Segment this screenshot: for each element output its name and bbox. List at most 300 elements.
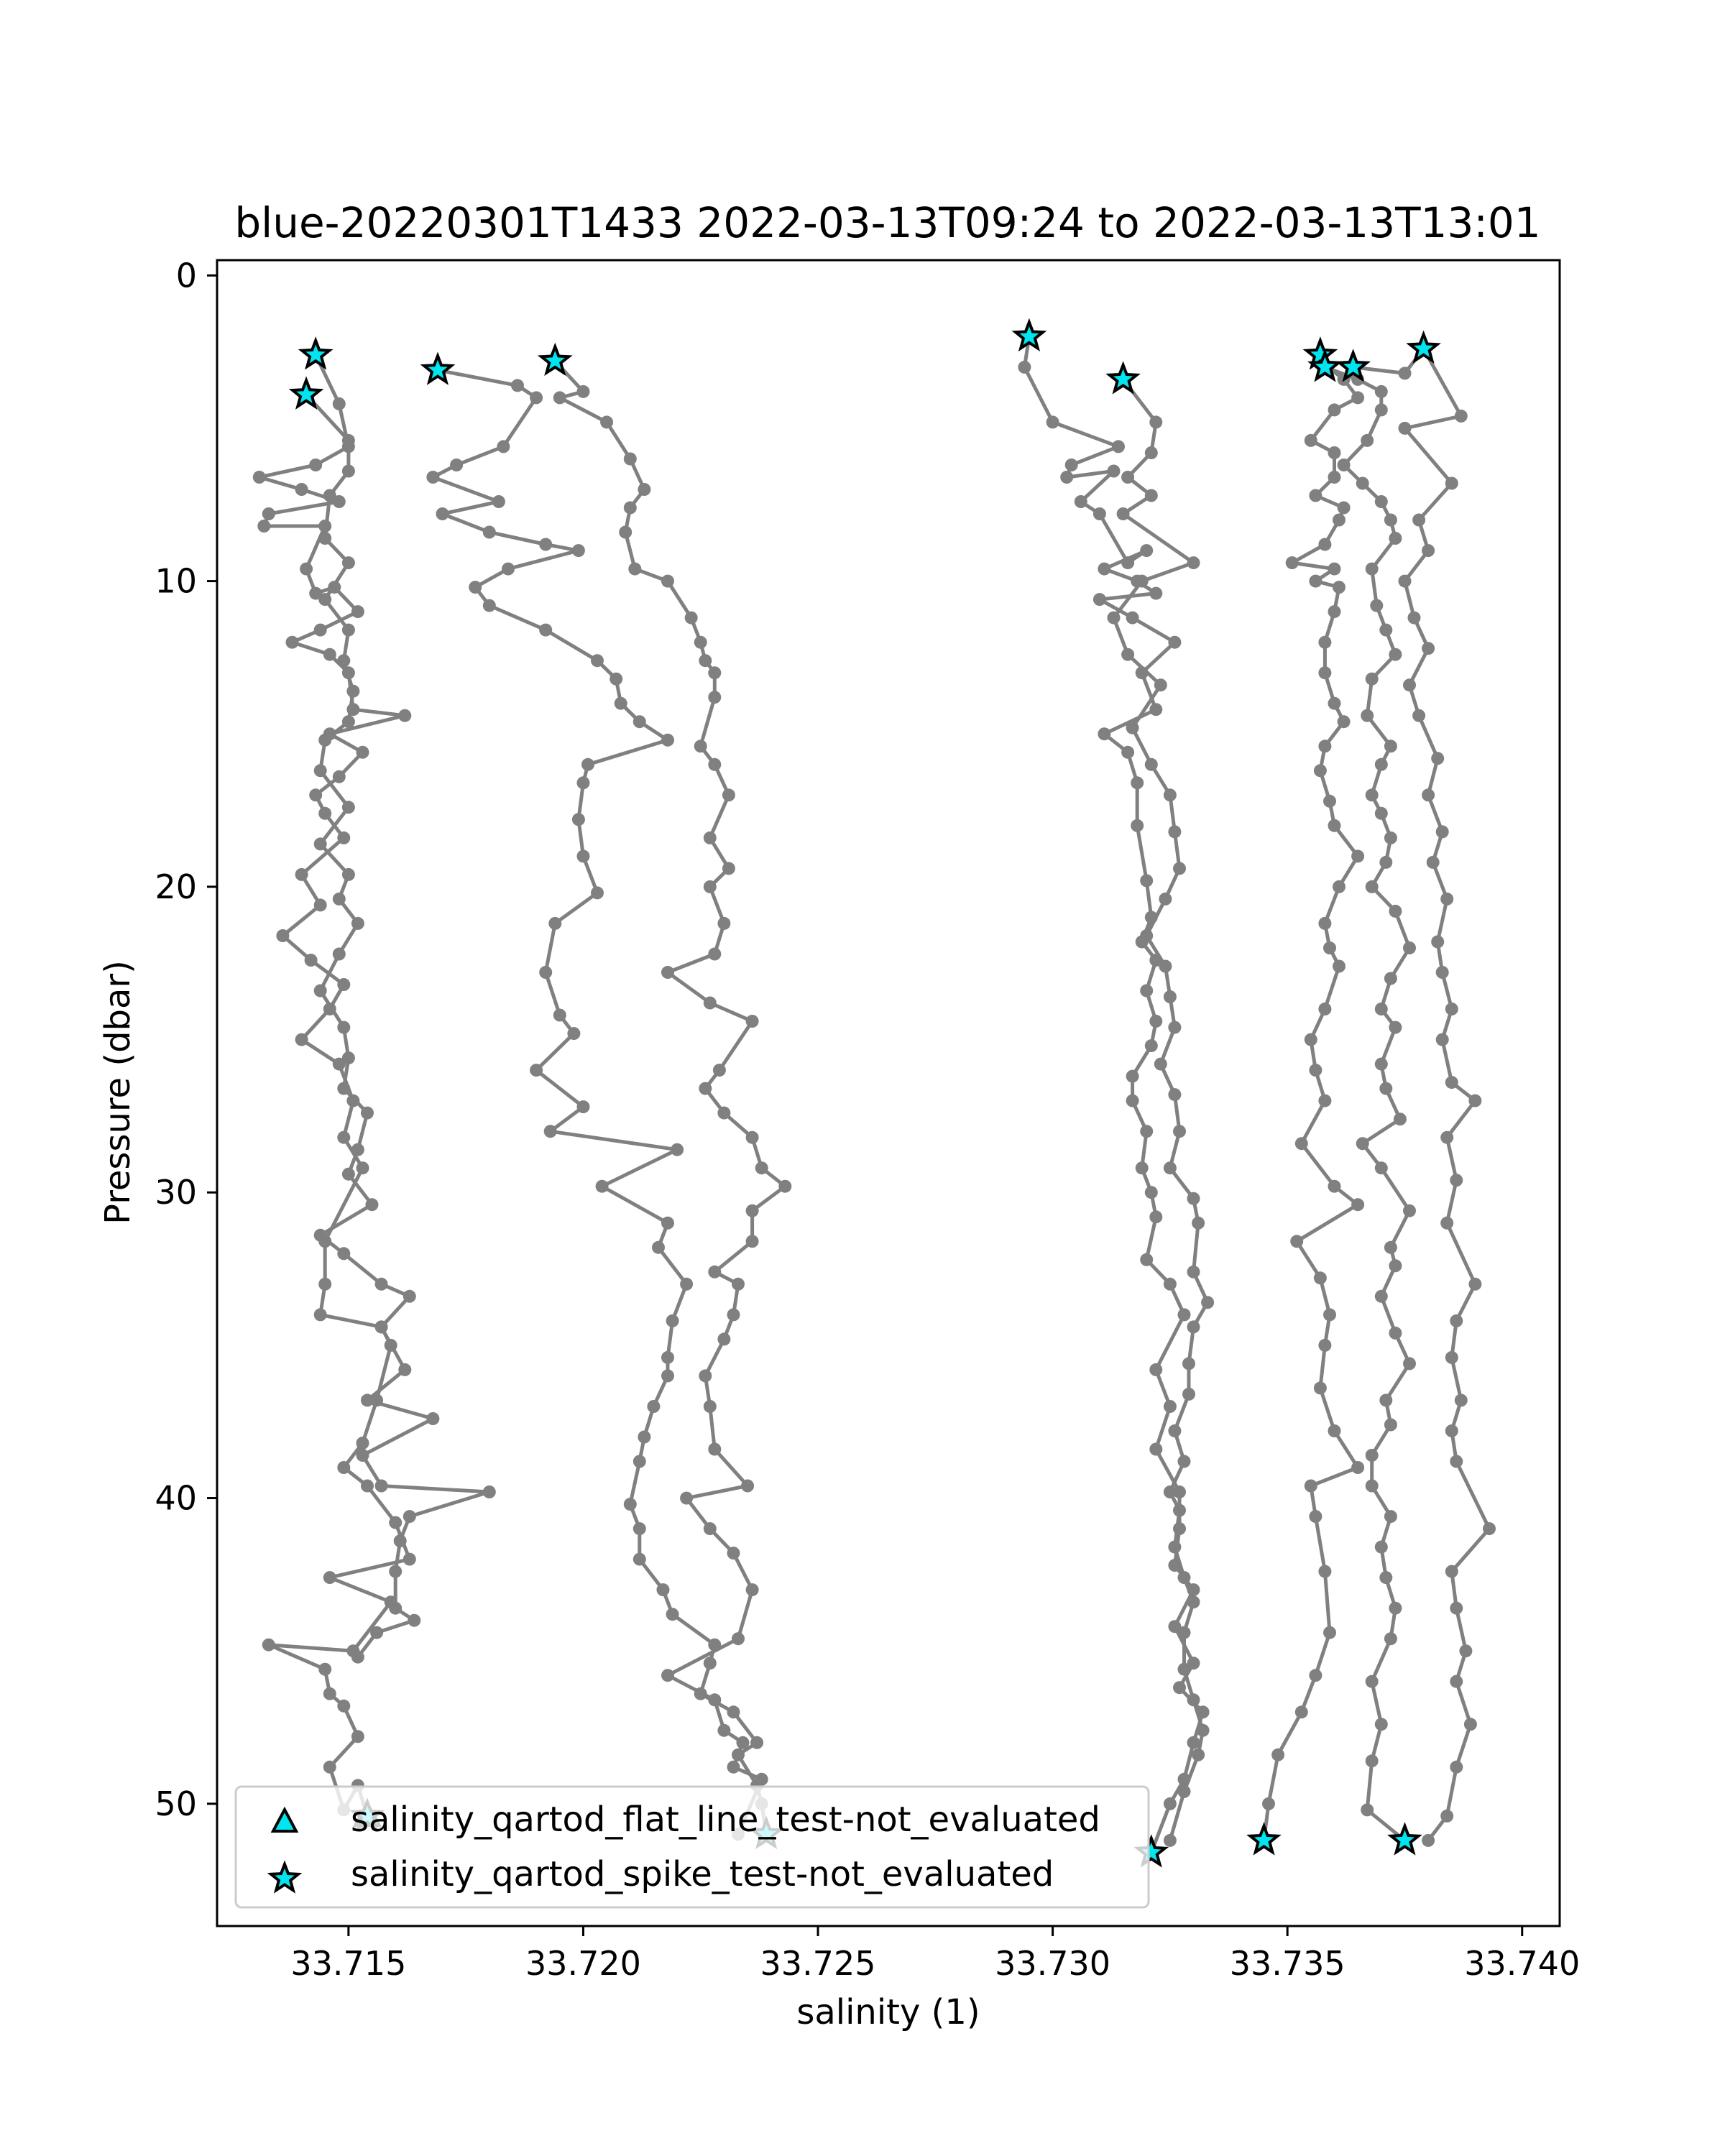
data-point xyxy=(708,1443,721,1456)
data-point xyxy=(577,849,590,862)
data-point xyxy=(333,397,346,410)
data-point xyxy=(1403,1357,1416,1370)
data-point xyxy=(1108,612,1121,625)
data-point xyxy=(591,654,604,667)
data-point xyxy=(553,391,566,404)
data-point xyxy=(1149,1210,1162,1223)
data-point xyxy=(1149,703,1162,716)
legend-label-spike: salinity_qartod_spike_test-not_evaluated xyxy=(351,1854,1054,1894)
data-point xyxy=(624,1498,637,1511)
data-point xyxy=(1318,1565,1331,1578)
data-point xyxy=(342,1051,355,1064)
data-point xyxy=(342,801,355,814)
data-point xyxy=(450,459,463,471)
data-point xyxy=(1440,1810,1453,1823)
data-point xyxy=(530,391,543,404)
data-point xyxy=(1131,819,1144,832)
data-point xyxy=(1389,532,1402,545)
data-point xyxy=(1440,893,1453,906)
data-point xyxy=(666,1608,679,1621)
data-point xyxy=(1093,593,1106,606)
data-point xyxy=(633,1455,646,1468)
data-point xyxy=(615,697,627,710)
data-point xyxy=(1121,471,1134,484)
data-point xyxy=(1149,587,1162,600)
data-point xyxy=(337,654,350,667)
data-point xyxy=(398,709,411,722)
data-point xyxy=(1450,1602,1463,1615)
data-point xyxy=(1121,746,1134,759)
data-point xyxy=(1375,1003,1388,1015)
data-point xyxy=(1192,1749,1205,1761)
data-point xyxy=(1422,1834,1435,1847)
x-tick-label: 33.720 xyxy=(525,1944,641,1983)
data-point xyxy=(610,673,622,686)
data-point xyxy=(1389,905,1402,918)
data-point xyxy=(1361,434,1374,447)
data-point xyxy=(727,1761,740,1774)
data-point xyxy=(1173,862,1186,875)
data-point xyxy=(652,1241,665,1254)
data-point xyxy=(483,526,496,539)
data-point xyxy=(1126,1095,1139,1107)
data-point xyxy=(342,465,355,478)
data-point xyxy=(661,734,674,747)
data-point xyxy=(366,1198,379,1211)
data-point xyxy=(732,1278,745,1291)
data-point xyxy=(1412,514,1425,527)
data-point xyxy=(1126,1070,1139,1083)
data-point xyxy=(1436,966,1449,979)
data-point xyxy=(1309,1510,1322,1523)
data-point xyxy=(647,1400,660,1413)
data-point xyxy=(661,1217,674,1230)
data-point xyxy=(1379,1571,1392,1584)
data-point xyxy=(567,1027,580,1040)
data-point xyxy=(717,1332,730,1345)
data-point xyxy=(1136,575,1149,588)
x-tick-label: 33.730 xyxy=(995,1944,1111,1983)
data-point xyxy=(1309,575,1322,588)
data-point xyxy=(1178,1663,1191,1676)
data-point xyxy=(708,1266,721,1279)
data-point xyxy=(1093,507,1106,520)
data-point xyxy=(1450,1314,1463,1327)
data-point xyxy=(337,1021,350,1034)
data-point xyxy=(1375,1541,1388,1554)
data-point xyxy=(1140,929,1153,942)
x-tick-label: 33.735 xyxy=(1229,1944,1346,1983)
data-point xyxy=(351,605,364,618)
data-point xyxy=(262,507,275,520)
data-point xyxy=(1445,477,1458,490)
data-point xyxy=(1178,1308,1191,1321)
data-point xyxy=(699,1082,712,1095)
data-point xyxy=(1173,1125,1186,1138)
data-point xyxy=(1422,788,1435,801)
data-point xyxy=(318,807,331,820)
data-point xyxy=(1366,563,1379,576)
data-point xyxy=(778,1180,791,1193)
y-tick-label: 20 xyxy=(155,867,197,906)
data-point xyxy=(1318,636,1331,649)
data-point xyxy=(1403,941,1416,954)
data-point xyxy=(1187,1266,1200,1279)
data-point xyxy=(356,1161,369,1174)
data-point xyxy=(1098,727,1110,740)
data-point xyxy=(1140,1253,1153,1266)
data-point xyxy=(704,1657,717,1669)
data-point xyxy=(1338,459,1351,471)
data-point xyxy=(1145,758,1158,771)
data-point xyxy=(727,1308,740,1321)
data-point xyxy=(1328,1424,1341,1437)
data-point xyxy=(1140,874,1153,887)
data-point xyxy=(1403,678,1416,691)
data-point xyxy=(671,1143,684,1156)
data-point xyxy=(1394,1112,1407,1125)
data-point xyxy=(1328,446,1341,459)
data-point xyxy=(1328,403,1341,416)
data-point xyxy=(337,1700,350,1713)
data-point xyxy=(1361,709,1374,722)
data-point xyxy=(1182,1357,1195,1370)
data-point xyxy=(1379,624,1392,637)
data-point xyxy=(548,917,561,930)
data-point xyxy=(1168,825,1181,838)
data-point xyxy=(1112,440,1125,453)
data-point xyxy=(713,1064,726,1077)
data-point xyxy=(1309,489,1322,502)
data-point xyxy=(370,1626,383,1639)
data-point xyxy=(657,1583,670,1596)
data-point xyxy=(530,1064,543,1077)
data-point xyxy=(1351,1461,1364,1474)
data-point xyxy=(426,1412,439,1425)
data-point xyxy=(375,1278,388,1291)
data-point xyxy=(539,624,552,637)
data-point xyxy=(1468,1095,1481,1107)
data-point xyxy=(1318,1095,1331,1107)
legend xyxy=(236,1787,1149,1907)
data-point xyxy=(1408,612,1421,625)
data-point xyxy=(318,1278,331,1291)
data-point xyxy=(323,1687,336,1700)
data-point xyxy=(361,1393,374,1406)
data-point xyxy=(600,415,613,428)
data-point xyxy=(572,544,585,557)
data-point xyxy=(1136,1161,1149,1174)
data-point xyxy=(342,1168,355,1181)
data-point xyxy=(1164,1278,1177,1291)
data-point xyxy=(389,1516,402,1529)
data-point xyxy=(577,776,590,789)
data-point xyxy=(1366,1449,1379,1462)
data-point xyxy=(1126,612,1139,625)
data-point xyxy=(1309,1669,1322,1682)
data-point xyxy=(314,624,327,637)
data-point xyxy=(1384,740,1397,752)
data-point xyxy=(1384,1241,1397,1254)
data-point xyxy=(628,563,641,576)
data-point xyxy=(1431,752,1444,765)
data-point xyxy=(314,1229,327,1242)
data-point xyxy=(318,593,331,606)
data-point xyxy=(1333,581,1346,594)
data-point xyxy=(1328,471,1341,484)
data-point xyxy=(1149,1443,1162,1456)
data-point xyxy=(1178,1571,1191,1584)
data-point xyxy=(351,1730,364,1743)
data-point xyxy=(704,1522,717,1535)
data-point xyxy=(1164,1797,1177,1810)
data-point xyxy=(704,831,717,844)
data-point xyxy=(1422,544,1435,557)
data-point xyxy=(1328,605,1341,618)
data-point xyxy=(737,1736,750,1749)
data-point xyxy=(318,532,331,545)
data-point xyxy=(572,813,585,826)
data-point xyxy=(1154,678,1167,691)
data-point xyxy=(342,556,355,569)
data-point xyxy=(1356,477,1369,490)
data-point xyxy=(704,997,717,1010)
data-point xyxy=(323,1761,336,1774)
data-point xyxy=(1154,1058,1167,1071)
data-point xyxy=(1366,788,1379,801)
data-point xyxy=(1338,502,1351,515)
data-point xyxy=(323,648,336,661)
data-point xyxy=(633,715,646,728)
data-point xyxy=(1164,1834,1177,1847)
data-point xyxy=(1403,1204,1416,1217)
data-point xyxy=(492,495,505,508)
data-point xyxy=(694,740,707,752)
data-point xyxy=(1140,544,1153,557)
data-point xyxy=(1065,459,1078,471)
data-point xyxy=(1164,1161,1177,1174)
data-point xyxy=(1399,422,1412,435)
data-point xyxy=(351,1651,364,1664)
data-point xyxy=(1436,1033,1449,1046)
data-point xyxy=(1375,1718,1388,1731)
data-point xyxy=(1314,1381,1327,1394)
data-point xyxy=(403,1553,416,1566)
data-point xyxy=(408,1614,420,1627)
data-point xyxy=(375,1480,388,1493)
data-point xyxy=(337,1461,350,1474)
data-point xyxy=(318,734,331,747)
data-point xyxy=(1379,856,1392,869)
data-point xyxy=(356,1437,369,1450)
data-point xyxy=(1318,917,1331,930)
data-point xyxy=(539,538,552,551)
data-point xyxy=(1351,391,1364,404)
data-point xyxy=(1192,1217,1205,1230)
data-point xyxy=(1399,367,1412,379)
data-point xyxy=(1468,1278,1481,1291)
data-point xyxy=(717,917,730,930)
data-point xyxy=(1164,990,1177,1003)
data-point xyxy=(1464,1718,1477,1731)
data-point xyxy=(746,1131,759,1144)
data-point xyxy=(1149,1015,1162,1028)
data-point xyxy=(1328,697,1341,710)
data-point xyxy=(337,1082,350,1095)
data-point xyxy=(1440,1131,1453,1144)
data-point xyxy=(638,1431,650,1444)
data-point xyxy=(727,1705,740,1718)
data-point xyxy=(1318,1339,1331,1352)
data-point xyxy=(1309,1064,1322,1077)
data-point xyxy=(333,893,346,906)
data-point xyxy=(1384,514,1397,527)
data-point xyxy=(351,1143,364,1156)
data-point xyxy=(746,1235,759,1248)
data-point xyxy=(1450,1174,1463,1187)
data-point xyxy=(502,563,515,576)
data-point xyxy=(1145,1039,1158,1052)
data-point xyxy=(1018,361,1031,374)
data-point xyxy=(1389,1602,1402,1615)
data-point xyxy=(1351,849,1364,862)
data-point xyxy=(1262,1797,1275,1810)
data-point xyxy=(619,526,632,539)
data-point xyxy=(544,1125,557,1138)
data-point xyxy=(1318,538,1331,551)
data-point xyxy=(295,868,308,881)
data-point xyxy=(708,1693,721,1706)
data-point xyxy=(262,1639,275,1651)
data-point xyxy=(1384,1510,1397,1523)
data-point xyxy=(1351,1198,1364,1211)
data-point xyxy=(286,636,299,649)
data-point xyxy=(1098,563,1110,576)
data-point xyxy=(1295,1137,1308,1150)
data-point xyxy=(314,985,327,998)
data-point xyxy=(755,1161,768,1174)
data-point xyxy=(346,685,359,698)
data-point xyxy=(1305,1033,1317,1046)
data-point xyxy=(314,1308,327,1321)
data-point xyxy=(389,1602,402,1615)
data-point xyxy=(1445,1424,1458,1437)
data-point xyxy=(1201,1296,1214,1309)
data-point xyxy=(1108,465,1121,478)
data-point xyxy=(1164,788,1177,801)
data-point xyxy=(699,654,712,667)
data-point xyxy=(680,1492,693,1505)
data-point xyxy=(750,1736,763,1749)
data-point xyxy=(1145,1186,1158,1199)
data-point xyxy=(1455,1393,1468,1406)
data-point xyxy=(1121,648,1134,661)
data-point xyxy=(577,385,590,398)
data-point xyxy=(497,440,510,453)
data-point xyxy=(323,489,336,502)
data-point xyxy=(755,1773,768,1786)
data-point xyxy=(1370,599,1383,612)
data-point xyxy=(694,636,707,649)
data-point xyxy=(314,898,327,911)
data-point xyxy=(1126,722,1139,734)
data-point xyxy=(708,758,721,771)
data-point xyxy=(1375,495,1388,508)
legend-label-flat-line: salinity_qartod_flat_line_test-not_evaluated xyxy=(351,1800,1100,1840)
data-point xyxy=(1375,1290,1388,1303)
data-point xyxy=(746,1204,759,1217)
data-point xyxy=(661,1369,674,1382)
data-point xyxy=(1389,648,1402,661)
data-point xyxy=(633,1553,646,1566)
data-point xyxy=(1318,666,1331,679)
data-point xyxy=(389,1565,402,1578)
data-point xyxy=(1323,941,1336,954)
data-point xyxy=(1389,1021,1402,1034)
data-point xyxy=(394,1534,407,1547)
data-point xyxy=(666,1314,679,1327)
data-point xyxy=(305,954,318,967)
data-point xyxy=(1455,410,1468,423)
data-point xyxy=(685,612,698,625)
data-point xyxy=(1168,1541,1181,1554)
x-tick-label: 33.715 xyxy=(290,1944,407,1983)
data-point xyxy=(1187,1320,1200,1333)
data-point xyxy=(276,929,289,942)
data-point xyxy=(1187,1192,1200,1205)
data-point xyxy=(309,459,322,471)
data-point xyxy=(1445,1003,1458,1015)
data-point xyxy=(1379,1393,1392,1406)
data-point xyxy=(581,758,594,771)
data-point xyxy=(661,1351,674,1364)
data-point xyxy=(1140,1125,1153,1138)
data-point xyxy=(1375,807,1388,820)
data-point xyxy=(1182,1388,1195,1401)
data-point xyxy=(1164,1485,1177,1498)
data-point xyxy=(1117,507,1130,520)
data-point xyxy=(1140,985,1153,998)
y-tick-label: 0 xyxy=(175,256,197,295)
data-point xyxy=(624,502,637,515)
data-point xyxy=(1323,795,1336,808)
data-point xyxy=(1431,936,1444,949)
data-point xyxy=(361,1480,374,1493)
data-point xyxy=(1168,1088,1181,1101)
data-point xyxy=(699,1369,712,1382)
data-point xyxy=(1187,556,1200,569)
y-tick-label: 10 xyxy=(155,561,197,601)
data-point xyxy=(732,1632,745,1645)
data-point xyxy=(1450,1455,1463,1468)
data-point xyxy=(1366,1480,1379,1493)
data-point xyxy=(333,948,346,961)
data-point xyxy=(1328,1180,1341,1193)
data-point xyxy=(1197,1724,1210,1737)
data-point xyxy=(1149,415,1162,428)
data-point xyxy=(746,1015,759,1028)
data-point xyxy=(727,1547,740,1560)
data-point xyxy=(1149,1363,1162,1376)
data-point xyxy=(1384,1419,1397,1432)
data-point xyxy=(1295,1705,1308,1718)
data-point xyxy=(661,575,674,588)
data-point xyxy=(309,788,322,801)
data-point xyxy=(1168,1424,1181,1437)
data-point xyxy=(661,1669,674,1682)
data-point xyxy=(483,1485,496,1498)
data-point xyxy=(708,666,721,679)
